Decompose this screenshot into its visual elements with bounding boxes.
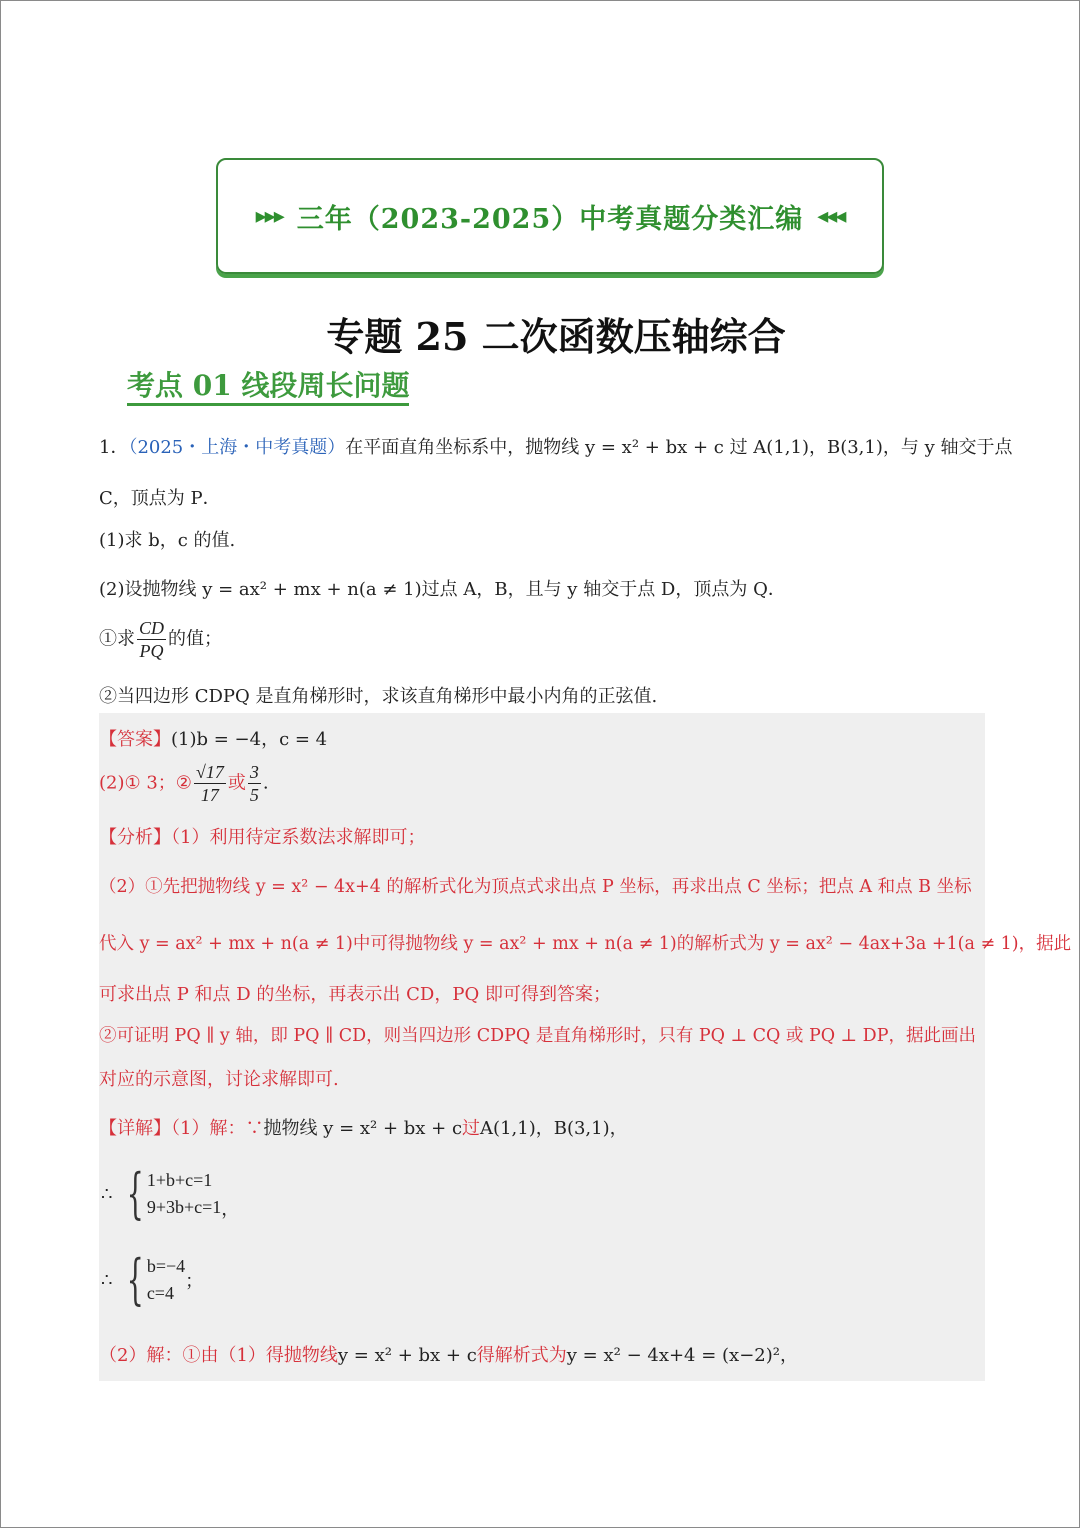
equation: 9+3b+c=1: [146, 1197, 222, 1217]
sub1-prefix: ①求: [99, 628, 135, 650]
detail-p2-end: y = x² − 4x+4 = (x−2)²，: [566, 1345, 798, 1366]
cd-over-pq-fraction: [137, 617, 166, 662]
analysis-part-1: （1）利用待定系数法求解即可；: [171, 827, 426, 848]
problem-part-2: (2)设抛物线 y = ax² + mx + n(a ≠ 1)过点 A，B，且与 y 轴交于点 D，顶点为 Q．: [99, 579, 786, 600]
equation: 1+b+c=1: [146, 1170, 213, 1190]
left-arrows-icon: ◂◂◂: [817, 203, 845, 229]
analysis-part-3b: 对应的示意图，讨论求解即可.: [99, 1069, 339, 1090]
section-title: 考点 01 线段周长问题: [127, 369, 409, 406]
detail-p2-red2: 得解析式为: [476, 1345, 567, 1366]
problem-part-1: (1)求 b，c 的值.: [99, 530, 236, 551]
detail-line-1: [99, 1114, 628, 1140]
analysis-part-2b: 代入 y = ax² + mx + n(a ≠ 1)中可得抛物线 y = ax² + mx + n(a ≠ 1)的解析式为 y = ax² − 4ax+3a +1(a ≠ 1)，据此: [99, 934, 1072, 954]
system-end: ；: [185, 1271, 204, 1292]
equation-system-1: [101, 1162, 240, 1225]
analysis-label: 【分析】: [99, 827, 171, 848]
fraction-denominator: PQ: [139, 641, 164, 661]
detail-p1-end: A(1,1)，B(3,1)，: [480, 1118, 628, 1139]
left-brace-icon: {: [127, 1248, 145, 1311]
answer-line2-prefix: (2)① 3；②: [99, 772, 192, 794]
detail-p1-red2: 过: [462, 1118, 481, 1139]
fraction-numerator: 3: [249, 762, 259, 782]
analysis-line-1: [99, 823, 425, 849]
problem-sub-1: [99, 617, 222, 662]
problem-stem-a: 在平面直角坐标系中，抛物线 y = x² + bx + c 过 A(1,1)，B(3,1)，与 y 轴交于点: [345, 437, 1013, 458]
detail-p2-red: （2）解：①由（1）得抛物线: [99, 1345, 338, 1366]
sub1-suffix: 的值；: [168, 628, 223, 650]
problem-number: 1．: [99, 437, 129, 458]
detail-p1-black: 抛物线 y = x² + bx + c: [263, 1118, 463, 1139]
detail-p1-red: （1）解：∵: [171, 1118, 264, 1139]
analysis-part-2c: 可求出点 P 和点 D 的坐标，再表示出 CD，PQ 即可得到答案；: [99, 984, 611, 1005]
analysis-part-3a: ②可证明 PQ ∥ y 轴，即 PQ ∥ CD，则当四边形 CDPQ 是直角梯形时，只有 PQ ⊥ CQ 或 PQ ⊥ DP，据此画出: [99, 1026, 976, 1046]
problem-stem-line-1: [99, 433, 1012, 459]
equation: c=4: [146, 1283, 174, 1303]
therefore-symbol: ∴: [101, 1183, 113, 1205]
equation-system-2: [101, 1248, 204, 1311]
equation-list: [147, 1170, 221, 1218]
answer-label: 【答案】: [99, 729, 171, 750]
fraction-denominator: 5: [249, 785, 259, 805]
right-arrows-icon: ▸▸▸: [255, 203, 283, 229]
detail-line-2: [99, 1341, 798, 1367]
fraction-denominator: 17: [200, 785, 219, 805]
answer-line-2: [99, 761, 269, 806]
problem-sub-2: ②当四边形 CDPQ 是直角梯形时，求该直角梯形中最小内角的正弦值.: [99, 686, 658, 707]
fraction-numerator: CD: [139, 618, 165, 638]
answer-part-1: (1)b = −4，c = 4: [171, 729, 328, 750]
system-end: ，: [221, 1199, 240, 1220]
problem-source: （2025・上海・中考真题）: [128, 437, 346, 458]
analysis-part-2a: （2）①先把抛物线 y = x² − 4x+4 的解析式化为顶点式求出点 P 坐标，再求出点 C 坐标；把点 A 和点 B 坐标: [99, 877, 972, 897]
answer-end: .: [262, 772, 269, 794]
series-banner: [216, 158, 884, 274]
detail-p2-black: y = x² + bx + c: [337, 1345, 477, 1366]
fraction-numerator: √17: [195, 762, 224, 782]
equation: b=−4: [146, 1256, 186, 1276]
three-fifths-fraction: [248, 761, 261, 806]
sqrt17-over-17-fraction: [194, 761, 226, 806]
solution-panel: [99, 713, 985, 1381]
banner-title: 三年（2023-2025）中考真题分类汇编: [296, 203, 804, 235]
therefore-symbol: ∴: [101, 1269, 113, 1291]
detail-label: 【详解】: [99, 1118, 171, 1139]
answer-line-1: [99, 725, 327, 751]
page-title: 专题 25 二次函数压轴综合: [326, 314, 786, 359]
answer-or: 或: [227, 772, 246, 794]
equation-list: [147, 1256, 185, 1304]
left-brace-icon: {: [127, 1162, 145, 1225]
problem-stem-b: C，顶点为 P．: [99, 488, 221, 509]
